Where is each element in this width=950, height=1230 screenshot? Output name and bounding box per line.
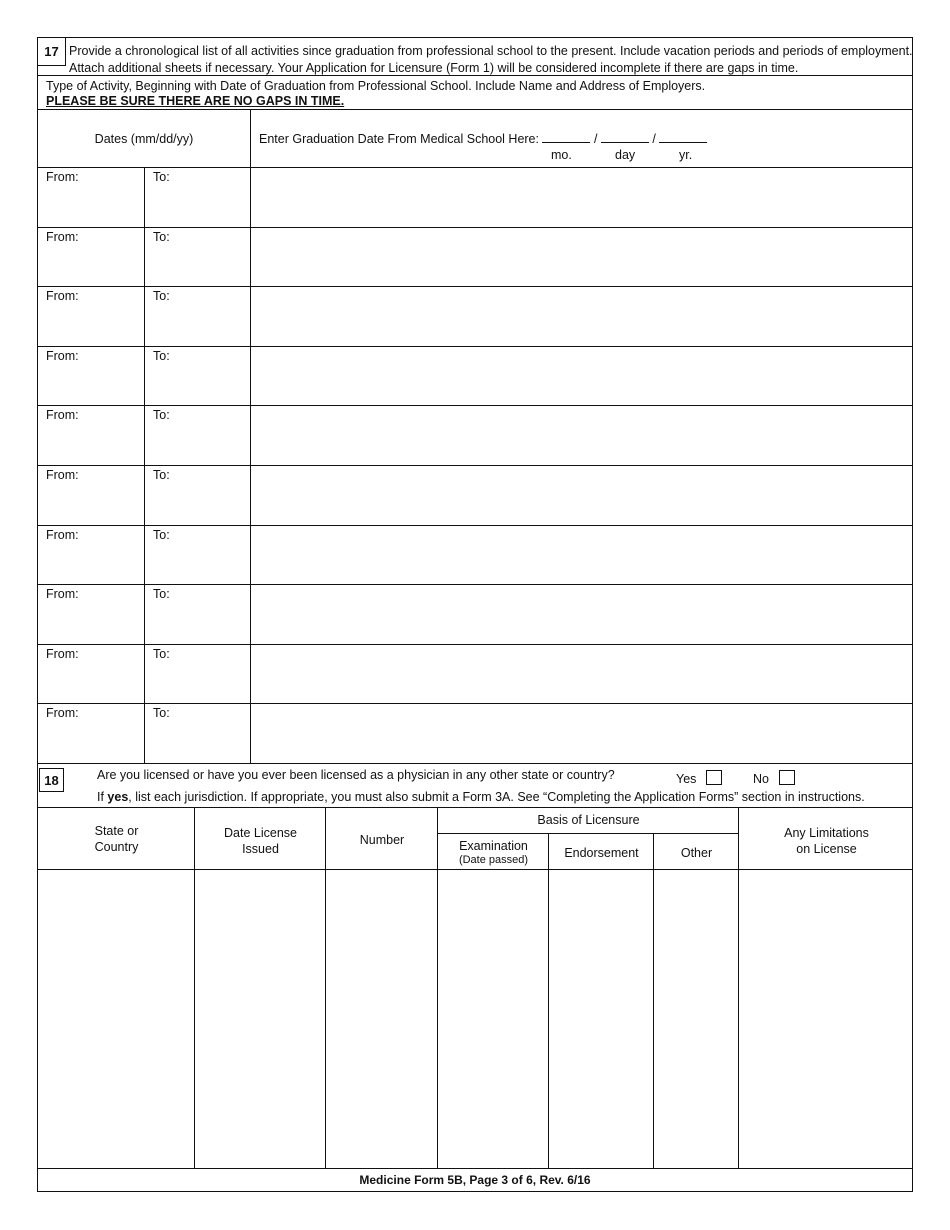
activity-description-field[interactable]: [251, 704, 912, 763]
activity-description-field[interactable]: [251, 168, 912, 227]
section-17-instruction-line2: Attach additional sheets if necessary. Your Application for Licensure (Form 1) will be considered incomplete if there are gaps in time.: [69, 61, 799, 75]
basis-of-licensure-header: Basis of Licensure: [438, 808, 739, 834]
issued-label: Issued: [242, 842, 279, 856]
to-date-field[interactable]: [145, 704, 251, 763]
from-label: From:: [46, 587, 79, 602]
to-date-field[interactable]: [145, 228, 251, 287]
date-issued-cell[interactable]: [195, 870, 326, 1168]
to-date-field[interactable]: [145, 645, 251, 704]
activity-description-field[interactable]: [251, 287, 912, 346]
yes-checkbox[interactable]: [706, 770, 722, 785]
from-date-field[interactable]: [38, 406, 145, 465]
section-17-header: [38, 38, 912, 76]
to-date-field[interactable]: [145, 168, 251, 227]
number-cell[interactable]: [326, 870, 438, 1168]
no-label: No: [753, 772, 769, 786]
section-number: 17: [38, 38, 66, 66]
form-footer: Medicine Form 5B, Page 3 of 6, Rev. 6/16: [359, 1173, 591, 1187]
examination-label: Examination: [459, 839, 528, 853]
from-date-field[interactable]: [38, 645, 145, 704]
license-table-header: [38, 808, 912, 870]
section-18-header: [38, 764, 912, 808]
activity-row: [38, 287, 912, 347]
year-sublabel: yr.: [679, 148, 693, 162]
examination-cell[interactable]: [438, 870, 549, 1168]
dates-header: Dates (mm/dd/yy): [38, 110, 251, 167]
activity-description-field[interactable]: [251, 466, 912, 525]
application-form: [37, 37, 913, 1192]
to-label: To:: [153, 229, 170, 244]
from-label: From:: [46, 706, 79, 721]
to-date-field[interactable]: [145, 466, 251, 525]
limitations-cell[interactable]: [739, 870, 914, 1168]
from-date-field[interactable]: [38, 704, 145, 763]
limitations-header: [739, 825, 914, 857]
no-gaps-warning: PLEASE BE SURE THERE ARE NO GAPS IN TIME.: [46, 94, 345, 108]
graduation-year-field[interactable]: [659, 133, 707, 143]
graduation-date-line: [259, 132, 707, 146]
country-label: Country: [94, 840, 139, 854]
to-date-field[interactable]: [145, 526, 251, 585]
from-label: From:: [46, 348, 79, 363]
to-label: To:: [153, 646, 170, 661]
graduation-month-field[interactable]: [542, 133, 590, 143]
graduation-day-field[interactable]: [601, 133, 649, 143]
from-label: From:: [46, 408, 79, 423]
dates-header-row: [38, 110, 912, 168]
other-header: Other: [680, 846, 713, 860]
activity-description-field[interactable]: [251, 645, 912, 704]
from-date-field[interactable]: [38, 466, 145, 525]
from-label: From:: [46, 170, 79, 184]
activity-type-line1: Type of Activity, Beginning with Date of Graduation from Professional School. Include Name and Address of Employers.: [46, 79, 706, 93]
activity-description-field[interactable]: [251, 585, 912, 644]
to-label: To:: [153, 527, 170, 542]
to-label: To:: [153, 408, 170, 423]
from-date-field[interactable]: [38, 347, 145, 406]
from-label: From:: [46, 467, 79, 482]
activity-row: [38, 168, 912, 228]
instruction-prefix: If: [97, 790, 108, 804]
to-date-field[interactable]: [145, 287, 251, 346]
instruction-rest: , list each jurisdiction. If appropriate, you must also submit a Form 3A. See “Completing the Application Forms” section in instructions.: [128, 790, 865, 804]
endorsement-header: Endorsement: [564, 846, 639, 860]
activity-row: [38, 228, 912, 288]
date-issued-header: [195, 825, 326, 857]
from-date-field[interactable]: [38, 585, 145, 644]
graduation-date-label: Enter Graduation Date From Medical School Here:: [259, 132, 539, 146]
to-label: To:: [153, 170, 170, 184]
activity-row: [38, 585, 912, 645]
endorsement-cell[interactable]: [549, 870, 654, 1168]
state-country-cell[interactable]: [38, 870, 195, 1168]
from-label: From:: [46, 646, 79, 661]
yes-label: Yes: [676, 772, 697, 786]
no-checkbox[interactable]: [779, 770, 795, 785]
date-passed-label: (Date passed): [458, 854, 529, 866]
to-date-field[interactable]: [145, 585, 251, 644]
to-label: To:: [153, 289, 170, 304]
state-label: State or: [94, 824, 139, 838]
on-license-label: on License: [796, 842, 857, 856]
activity-row: [38, 406, 912, 466]
to-label: To:: [153, 587, 170, 602]
activity-row: [38, 704, 912, 764]
activity-row: [38, 526, 912, 586]
licensed-question: Are you licensed or have you ever been licensed as a physician in any other state or country?: [97, 768, 615, 782]
activity-description-field[interactable]: [251, 526, 912, 585]
other-cell[interactable]: [654, 870, 739, 1168]
to-label: To:: [153, 467, 170, 482]
yes-option: [676, 770, 722, 786]
section-number: 18: [39, 768, 64, 792]
activity-row: [38, 347, 912, 407]
day-sublabel: day: [615, 148, 636, 162]
state-country-header: [38, 823, 195, 855]
activity-type-note: [38, 76, 912, 110]
from-date-field[interactable]: [38, 287, 145, 346]
activity-rows: [38, 168, 912, 764]
activity-row: [38, 466, 912, 526]
activity-row: [38, 645, 912, 705]
month-sublabel: mo.: [551, 148, 572, 162]
date-license-label: Date License: [224, 826, 297, 840]
date-separator: /: [652, 132, 656, 146]
examination-header: [438, 838, 549, 866]
activity-description-field[interactable]: [251, 347, 912, 406]
number-header: Number: [359, 833, 405, 847]
to-date-field[interactable]: [145, 347, 251, 406]
to-label: To:: [153, 348, 170, 363]
from-date-field[interactable]: [38, 526, 145, 585]
license-table-body: [38, 870, 912, 1169]
from-label: From:: [46, 229, 79, 244]
no-option: [753, 770, 795, 786]
jurisdiction-instruction: [97, 790, 865, 804]
limitations-label: Any Limitations: [784, 826, 869, 840]
section-17-instruction-line1: Provide a chronological list of all activities since graduation from professional school to the present. Include vacation periods and periods of employment.: [69, 44, 913, 58]
from-label: From:: [46, 289, 79, 304]
activity-description-field[interactable]: [251, 228, 912, 287]
to-date-field[interactable]: [145, 406, 251, 465]
to-label: To:: [153, 706, 170, 721]
instruction-yes: yes: [107, 790, 129, 804]
from-date-field[interactable]: [38, 168, 145, 227]
date-separator: /: [593, 132, 598, 146]
from-date-field[interactable]: [38, 228, 145, 287]
activity-description-field[interactable]: [251, 406, 912, 465]
from-label: From:: [46, 527, 79, 542]
